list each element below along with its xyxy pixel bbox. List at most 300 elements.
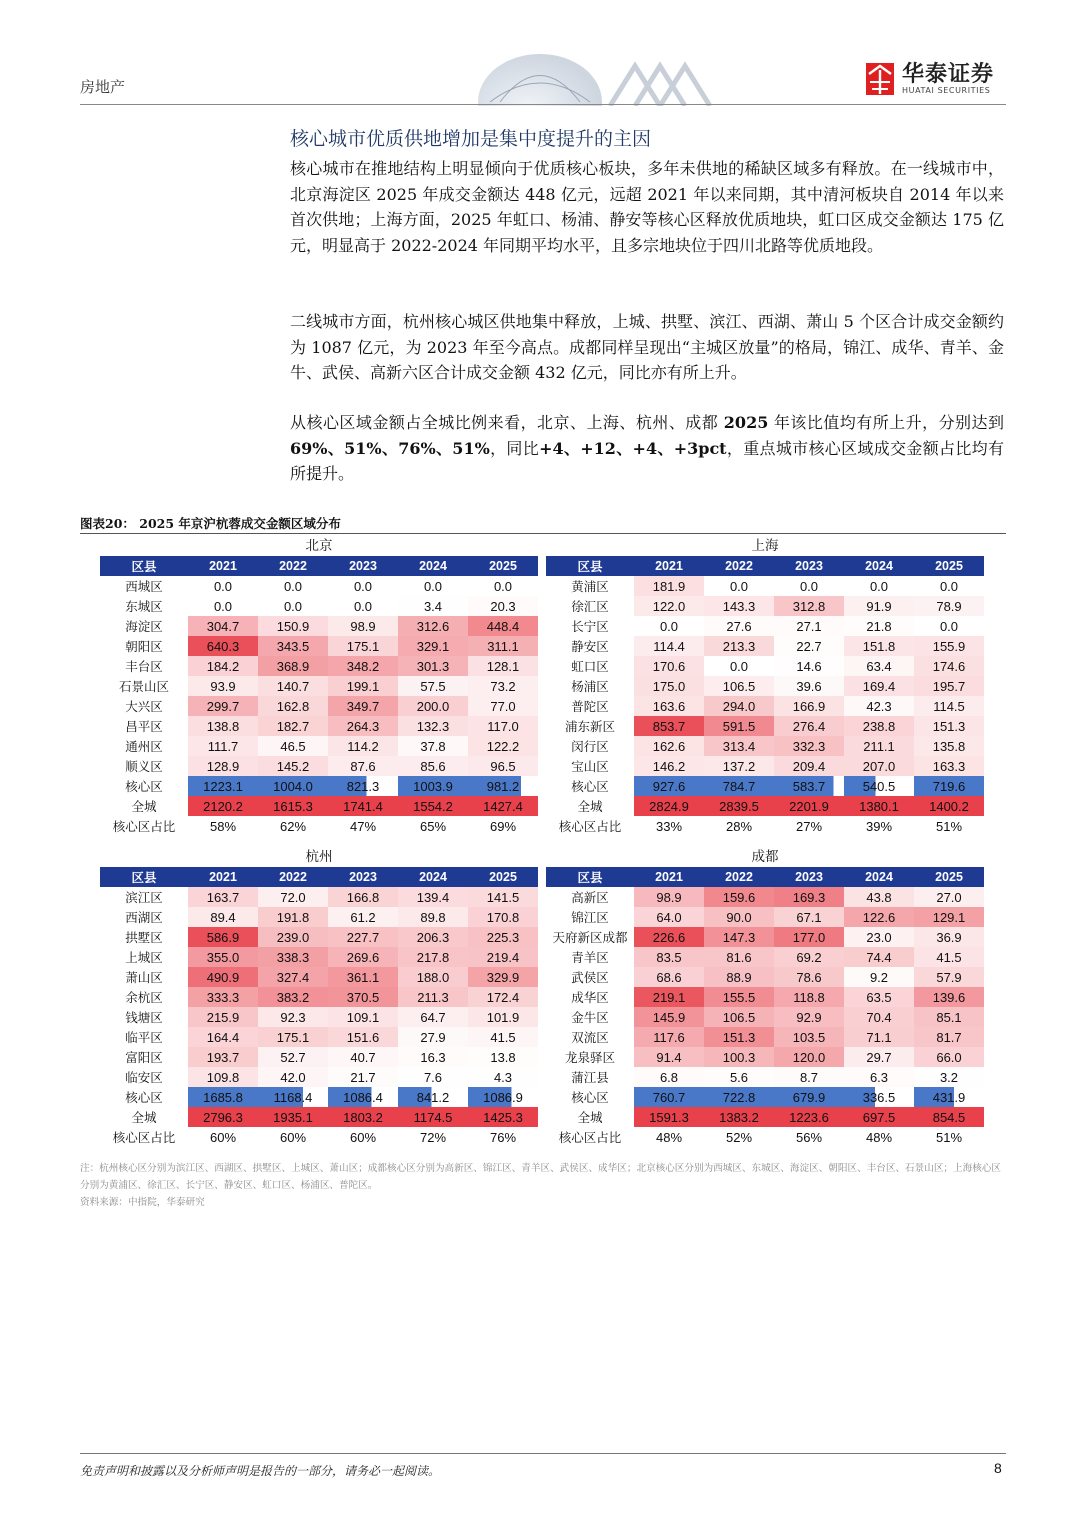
table-cell: 338.3 <box>258 947 328 967</box>
table-cell: 69% <box>489 818 517 834</box>
table-cell: 215.9 <box>188 1007 258 1027</box>
table-cell: 81.7 <box>914 1027 984 1047</box>
table-cell: 448.4 <box>468 616 538 636</box>
district-name: 核心区占比 <box>558 819 622 834</box>
table-cell: 0.0 <box>939 578 959 594</box>
table-cell: 151.3 <box>914 716 984 736</box>
table-cell: 1400.2 <box>914 796 984 816</box>
table-cell: 0.0 <box>283 598 303 614</box>
table-cell: 2839.5 <box>704 796 774 816</box>
table-cell: 163.6 <box>634 696 704 716</box>
table-cell: 159.6 <box>704 887 774 907</box>
table-cell: 333.3 <box>188 987 258 1007</box>
table-row <box>546 696 984 716</box>
table-cell: 128.9 <box>188 756 258 776</box>
table-cell: 139.6 <box>914 987 984 1007</box>
table-cell: 40.7 <box>328 1047 398 1067</box>
table-cell: 0.0 <box>799 578 819 594</box>
logo-text-cn: 华泰证券 <box>902 61 995 87</box>
p3-text-a: 从核心区域金额占全城比例来看，北京、上海、杭州、成都 <box>290 413 724 432</box>
table-cell: 57.5 <box>398 676 468 696</box>
table-cell: 1427.4 <box>468 796 538 816</box>
table-row <box>546 756 984 776</box>
table-cell: 219.4 <box>468 947 538 967</box>
table-cell: 78.9 <box>914 596 984 616</box>
table-cell: 166.8 <box>328 887 398 907</box>
table-cell: 370.5 <box>328 987 398 1007</box>
table-cell: 211.3 <box>398 987 468 1007</box>
table-row <box>546 1067 984 1087</box>
district-name: 青羊区 <box>571 950 609 965</box>
table-cell: 2120.2 <box>188 796 258 816</box>
table-cell: 139.4 <box>398 887 468 907</box>
table-cell: 760.7 <box>634 1087 704 1107</box>
table-row <box>100 616 538 636</box>
table-cell: 219.1 <box>634 987 704 1007</box>
footer-disclaimer: 免责声明和披露以及分析师声明是报告的一部分，请务必一起阅读。 <box>80 1464 441 1478</box>
district-name: 浦东新区 <box>564 719 615 734</box>
table-cell: 67.1 <box>774 907 844 927</box>
district-name: 东城区 <box>125 599 163 614</box>
table-row <box>546 1047 984 1067</box>
column-header-year: 2024 <box>844 867 914 887</box>
source-text: 资料来源：中指院，华泰研究 <box>80 1197 205 1208</box>
table-cell: 87.6 <box>328 756 398 776</box>
table-cell: 106.5 <box>704 676 774 696</box>
table-cell: 71.1 <box>844 1027 914 1047</box>
panel-chengdu <box>546 847 984 1147</box>
city-title: 上海 <box>751 538 779 554</box>
p3-bold-ratios: 69%、51%、76%、51% <box>290 438 490 458</box>
table-row <box>100 1027 538 1047</box>
column-header-year: 2025 <box>468 556 538 576</box>
table-cell: 336.5 <box>844 1087 914 1107</box>
district-name: 钱塘区 <box>125 1010 163 1025</box>
column-header-year: 2022 <box>704 556 774 576</box>
table-cell: 821.3 <box>328 776 398 796</box>
table-cell: 132.3 <box>398 716 468 736</box>
ratio-row <box>100 816 538 836</box>
table-cell: 83.5 <box>634 947 704 967</box>
table-cell: 313.4 <box>704 736 774 756</box>
district-name: 余杭区 <box>125 990 163 1005</box>
column-header-year: 2021 <box>188 556 258 576</box>
table-cell: 162.6 <box>634 736 704 756</box>
table-cell: 1086.9 <box>468 1087 538 1107</box>
table-cell: 63.4 <box>844 656 914 676</box>
table-cell: 100.3 <box>704 1047 774 1067</box>
column-header-year: 2025 <box>914 556 984 576</box>
column-header-year: 2023 <box>328 556 398 576</box>
table-cell: 722.8 <box>704 1087 774 1107</box>
table-cell: 0.0 <box>213 598 233 614</box>
table-cell: 181.9 <box>634 576 704 596</box>
table-cell: 147.3 <box>704 927 774 947</box>
table-cell: 33% <box>655 818 683 834</box>
table-cell: 2796.3 <box>188 1107 258 1127</box>
table-cell: 78.6 <box>774 967 844 987</box>
table-cell: 193.7 <box>188 1047 258 1067</box>
table-cell: 151.6 <box>328 1027 398 1047</box>
core-row <box>546 1087 984 1107</box>
table-row <box>100 636 538 656</box>
table-cell: 311.1 <box>468 636 538 656</box>
table-cell: 64.0 <box>634 907 704 927</box>
district-table <box>546 556 984 836</box>
table-cell: 640.3 <box>188 636 258 656</box>
table-row <box>100 947 538 967</box>
section-title: 核心城市优质供地增加是集中度提升的主因 <box>290 128 652 150</box>
table-row <box>546 1027 984 1047</box>
logo-text-en: HUATAI SECURITIES <box>902 85 991 95</box>
table-cell: 0.0 <box>353 598 373 614</box>
header-rule <box>80 104 1006 105</box>
table-cell: 114.5 <box>914 696 984 716</box>
table-cell: 137.2 <box>704 756 774 776</box>
table-row <box>546 716 984 736</box>
table-cell: 151.8 <box>844 636 914 656</box>
district-table <box>100 867 538 1147</box>
ratio-row <box>100 1127 538 1147</box>
district-name: 闵行区 <box>571 739 609 754</box>
column-header-year: 2025 <box>914 867 984 887</box>
column-header-year: 2021 <box>634 556 704 576</box>
table-cell: 89.8 <box>398 907 468 927</box>
table-cell: 225.3 <box>468 927 538 947</box>
table-cell: 122.0 <box>634 596 704 616</box>
footer-rule <box>80 1453 1006 1454</box>
table-cell: 141.5 <box>468 887 538 907</box>
table-cell: 329.1 <box>398 636 468 656</box>
table-cell: 304.7 <box>188 616 258 636</box>
table-cell: 48% <box>655 1129 683 1145</box>
table-cell: 60% <box>209 1129 237 1145</box>
table-cell: 101.9 <box>468 1007 538 1027</box>
table-cell: 48% <box>865 1129 893 1145</box>
table-row <box>100 576 538 596</box>
ratio-row <box>546 816 984 836</box>
header-decoration <box>430 44 730 106</box>
table-cell: 211.1 <box>844 736 914 756</box>
table-row <box>546 947 984 967</box>
p3-bold-year: 2025 <box>723 413 769 432</box>
table-cell: 0.0 <box>283 578 303 594</box>
table-cell: 1168.4 <box>258 1087 328 1107</box>
table-cell: 103.5 <box>774 1027 844 1047</box>
column-header-year: 2024 <box>844 556 914 576</box>
table-cell: 169.4 <box>844 676 914 696</box>
table-cell: 98.9 <box>634 887 704 907</box>
table-cell: 174.6 <box>914 656 984 676</box>
table-cell: 42.3 <box>844 696 914 716</box>
p3-text-e: ，同比 <box>489 438 540 458</box>
table-cell: 39% <box>865 818 893 834</box>
table-cell: 269.6 <box>328 947 398 967</box>
table-cell: 166.9 <box>774 696 844 716</box>
table-header-row <box>546 867 984 887</box>
table-cell: 175.1 <box>258 1027 328 1047</box>
table-row <box>100 596 538 616</box>
table-cell: 96.5 <box>468 756 538 776</box>
table-cell: 327.4 <box>258 967 328 987</box>
table-cell: 145.2 <box>258 756 328 776</box>
district-name: 核心区 <box>125 1090 163 1105</box>
table-cell: 1935.1 <box>258 1107 328 1127</box>
ratio-row <box>546 1127 984 1147</box>
table-cell: 679.9 <box>774 1087 844 1107</box>
column-header-district: 区县 <box>546 867 634 887</box>
table-cell: 111.7 <box>188 736 258 756</box>
table-cell: 89.4 <box>188 907 258 927</box>
table-cell: 60% <box>349 1129 377 1145</box>
column-header-year: 2021 <box>634 867 704 887</box>
district-name: 临安区 <box>125 1070 163 1085</box>
table-cell: 61.2 <box>328 907 398 927</box>
panel-shanghai <box>546 536 984 836</box>
table-cell: 28% <box>725 818 753 834</box>
district-name: 龙泉驿区 <box>564 1050 615 1065</box>
table-cell: 37.8 <box>398 736 468 756</box>
table-cell: 0.0 <box>493 578 513 594</box>
table-cell: 164.4 <box>188 1027 258 1047</box>
district-name: 黄浦区 <box>571 579 609 594</box>
table-row <box>100 1067 538 1087</box>
table-cell: 91.4 <box>634 1047 704 1067</box>
table-row <box>100 887 538 907</box>
table-cell: 162.8 <box>258 696 328 716</box>
table-cell: 21.7 <box>328 1067 398 1087</box>
district-name: 锦江区 <box>571 910 609 925</box>
table-header-row <box>100 556 538 576</box>
table-cell: 697.5 <box>844 1107 914 1127</box>
table-cell: 3.4 <box>423 598 443 614</box>
table-cell: 238.8 <box>844 716 914 736</box>
paragraph-3 <box>290 410 1004 487</box>
table-cell: 1004.0 <box>258 776 328 796</box>
table-cell: 1554.2 <box>398 796 468 816</box>
table-cell: 57.9 <box>914 967 984 987</box>
paragraph-2: 二线城市方面，杭州核心城区供地集中释放，上城、拱墅、滨江、西湖、萧山 5 个区合计成交金额约为 1087 亿元，为 2023 年至今高点。成都同样呈现出“主城区放量”的格局，锦江、成华、青羊、金牛、武侯、高新六区合计成交金额 432 亿元，同比亦有所上升。 <box>290 312 1004 382</box>
table-cell: 276.4 <box>774 716 844 736</box>
table-cell: 140.7 <box>258 676 328 696</box>
table-cell: 217.8 <box>398 947 468 967</box>
table-cell: 70.4 <box>844 1007 914 1027</box>
table-cell: 6.8 <box>659 1069 679 1085</box>
table-cell: 85.6 <box>398 756 468 776</box>
table-cell: 348.2 <box>328 656 398 676</box>
table-row <box>546 576 984 596</box>
column-header-district: 区县 <box>546 556 634 576</box>
table-cell: 227.7 <box>328 927 398 947</box>
table-cell: 312.8 <box>774 596 844 616</box>
table-cell: 90.0 <box>704 907 774 927</box>
table-row <box>100 756 538 776</box>
page-number: 8 <box>994 1460 1002 1476</box>
table-cell: 301.3 <box>398 656 468 676</box>
table-cell: 27.1 <box>796 618 822 634</box>
table-row <box>546 907 984 927</box>
district-name: 昌平区 <box>125 719 163 734</box>
table-row <box>546 967 984 987</box>
table-cell: 20.3 <box>490 598 516 614</box>
table-cell: 117.6 <box>634 1027 704 1047</box>
table-cell: 586.9 <box>188 927 258 947</box>
table-cell: 175.1 <box>328 636 398 656</box>
table-cell: 52% <box>725 1129 753 1145</box>
district-name: 武侯区 <box>571 970 609 985</box>
table-cell: 62% <box>279 818 307 834</box>
table-cell: 1383.2 <box>704 1107 774 1127</box>
table-cell: 0.0 <box>729 658 749 674</box>
table-cell: 3.2 <box>939 1069 959 1085</box>
table-cell: 175.0 <box>634 676 704 696</box>
table-cell: 118.8 <box>774 987 844 1007</box>
table-row <box>546 887 984 907</box>
table-cell: 239.0 <box>258 927 328 947</box>
table-cell: 22.7 <box>796 638 822 654</box>
p3-text-c: 年该比值均有所上升，分别达到 <box>768 413 1004 432</box>
district-name: 全城 <box>577 1110 603 1125</box>
district-name: 金牛区 <box>571 1010 609 1025</box>
column-header-district: 区县 <box>100 867 188 887</box>
table-cell: 1741.4 <box>328 796 398 816</box>
district-name: 宝山区 <box>571 759 609 774</box>
table-cell: 114.4 <box>634 636 704 656</box>
table-cell: 431.9 <box>914 1087 984 1107</box>
table-cell: 209.4 <box>774 756 844 776</box>
column-header-year: 2023 <box>328 867 398 887</box>
table-cell: 109.1 <box>328 1007 398 1027</box>
table-cell: 195.7 <box>914 676 984 696</box>
table-row <box>546 656 984 676</box>
table-cell: 1803.2 <box>328 1107 398 1127</box>
district-name: 核心区 <box>571 779 609 794</box>
district-name: 富阳区 <box>125 1050 163 1065</box>
table-cell: 355.0 <box>188 947 258 967</box>
table-cell: 226.6 <box>634 927 704 947</box>
table-cell: 155.9 <box>914 636 984 656</box>
district-name: 成华区 <box>571 990 609 1005</box>
table-cell: 41.5 <box>914 947 984 967</box>
district-name: 大兴区 <box>125 699 163 714</box>
district-name: 全城 <box>131 1110 157 1125</box>
table-cell: 1591.3 <box>634 1107 704 1127</box>
table-cell: 170.8 <box>468 907 538 927</box>
table-row <box>100 696 538 716</box>
table-cell: 264.3 <box>328 716 398 736</box>
table-cell: 6.3 <box>869 1069 889 1085</box>
table-cell: 163.7 <box>188 887 258 907</box>
table-cell: 135.8 <box>914 736 984 756</box>
table-row <box>546 676 984 696</box>
company-logo <box>865 62 994 96</box>
table-cell: 719.6 <box>914 776 984 796</box>
table-cell: 213.3 <box>704 636 774 656</box>
district-name: 全城 <box>577 799 603 814</box>
district-name: 高新区 <box>571 890 609 905</box>
table-header-row <box>546 556 984 576</box>
district-name: 蒲江县 <box>571 1070 609 1085</box>
paragraph-1: 核心城市在推地结构上明显倾向于优质核心板块，多年未供地的稀缺区域多有释放。在一线城市中，北京海淀区 2025 年成交金额达 448 亿元，远超 2021 年以来同期，其中清河板块自 2014 年以来首次供地；上海方面，2025 年虹口、杨浦、静安等核心区释放优质地块，虹口区成交金额达 175 亿元，明显高于 2022-2024 年同期平均水平，且多宗地块位于四川北路等优质地段。 <box>290 159 1004 255</box>
table-row <box>100 656 538 676</box>
district-name: 通州区 <box>125 739 163 754</box>
table-cell: 188.0 <box>398 967 468 987</box>
column-header-year: 2025 <box>468 867 538 887</box>
district-name: 朝阳区 <box>125 639 163 654</box>
table-cell: 73.2 <box>468 676 538 696</box>
table-cell: 151.3 <box>704 1027 774 1047</box>
table-cell: 64.7 <box>398 1007 468 1027</box>
table-cell: 72% <box>419 1129 447 1145</box>
table-cell: 9.2 <box>844 967 914 987</box>
table-cell: 4.3 <box>493 1069 513 1085</box>
table-cell: 47% <box>349 818 377 834</box>
table-cell: 981.2 <box>468 776 538 796</box>
table-cell: 21.8 <box>866 618 892 634</box>
table-row <box>546 736 984 756</box>
table-row <box>546 596 984 616</box>
table-cell: 361.1 <box>328 967 398 987</box>
table-cell: 0.0 <box>213 578 233 594</box>
table-cell: 150.9 <box>258 616 328 636</box>
panel-hangzhou <box>100 847 538 1147</box>
district-name: 核心区 <box>571 1090 609 1105</box>
table-cell: 200.0 <box>398 696 468 716</box>
table-cell: 138.8 <box>188 716 258 736</box>
table-cell: 27.0 <box>914 887 984 907</box>
city-title: 杭州 <box>305 849 333 865</box>
total-row <box>546 796 984 816</box>
district-table <box>546 867 984 1147</box>
table-cell: 329.9 <box>468 967 538 987</box>
table-cell: 294.0 <box>704 696 774 716</box>
table-cell: 93.9 <box>188 676 258 696</box>
district-name: 核心区占比 <box>112 1130 176 1145</box>
table-cell: 170.6 <box>634 656 704 676</box>
table-cell: 81.6 <box>704 947 774 967</box>
table-cell: 5.6 <box>729 1069 749 1085</box>
table-cell: 199.1 <box>328 676 398 696</box>
logo-icon <box>865 62 895 96</box>
table-row <box>100 1047 538 1067</box>
table-cell: 0.0 <box>423 578 443 594</box>
table-cell: 72.0 <box>258 887 328 907</box>
table-cell: 29.7 <box>844 1047 914 1067</box>
table-cell: 2824.9 <box>634 796 704 816</box>
column-header-year: 2024 <box>398 867 468 887</box>
table-cell: 16.3 <box>420 1049 446 1065</box>
table-cell: 68.6 <box>634 967 704 987</box>
column-header-year: 2023 <box>774 867 844 887</box>
city-title: 成都 <box>751 849 779 865</box>
table-cell: 784.7 <box>704 776 774 796</box>
table-cell: 128.1 <box>468 656 538 676</box>
column-header-year: 2024 <box>398 556 468 576</box>
table-cell: 91.9 <box>844 596 914 616</box>
table-cell: 109.8 <box>188 1067 258 1087</box>
table-cell: 66.0 <box>914 1047 984 1067</box>
table-cell: 1003.9 <box>398 776 468 796</box>
total-row <box>100 796 538 816</box>
column-header-district: 区县 <box>100 556 188 576</box>
table-cell: 117.0 <box>468 716 538 736</box>
table-cell: 1685.8 <box>188 1087 258 1107</box>
table-cell: 27.6 <box>726 618 752 634</box>
table-cell: 540.5 <box>844 776 914 796</box>
table-row <box>100 1007 538 1027</box>
table-cell: 583.7 <box>774 776 844 796</box>
table-cell: 368.9 <box>258 656 328 676</box>
